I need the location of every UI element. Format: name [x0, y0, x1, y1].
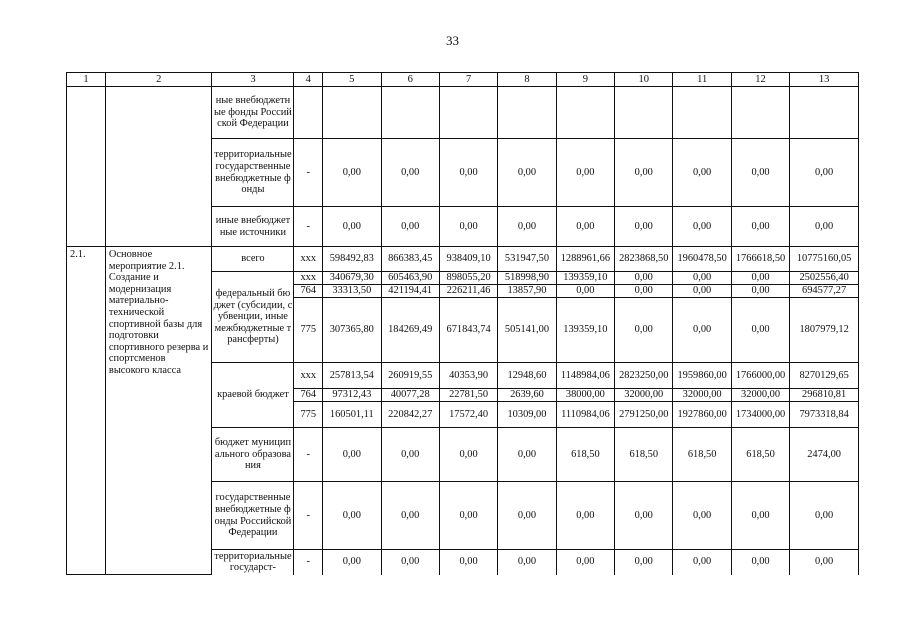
- column-header: 7: [439, 73, 497, 87]
- value-cell: 0,00: [498, 550, 556, 575]
- value-cell: 0,00: [556, 482, 614, 550]
- value-cell: 0,00: [439, 482, 497, 550]
- value-cell: 0,00: [439, 207, 497, 247]
- row-label: государственные внебюджетные фонды Российской Федерации: [212, 482, 294, 550]
- column-header: 10: [615, 73, 673, 87]
- value-cell: 340679,30: [323, 272, 381, 285]
- value-cell: 598492,83: [323, 247, 381, 272]
- value-cell: 0,00: [615, 482, 673, 550]
- value-cell: 0,00: [673, 298, 731, 363]
- value-cell: 0,00: [790, 207, 859, 247]
- value-cell: 0,00: [556, 285, 614, 298]
- value-cell: 0,00: [673, 285, 731, 298]
- empty-cell: [105, 87, 212, 247]
- row-label: бюджет муниципального образования: [212, 428, 294, 482]
- column-header: 5: [323, 73, 381, 87]
- value-cell: 0,00: [731, 285, 789, 298]
- value-cell: 10775160,05: [790, 247, 859, 272]
- value-cell: 0,00: [790, 482, 859, 550]
- column-header: 8: [498, 73, 556, 87]
- value-cell: 0,00: [439, 139, 497, 207]
- value-cell: 0,00: [381, 207, 439, 247]
- value-cell: 0,00: [615, 139, 673, 207]
- value-cell: 531947,50: [498, 247, 556, 272]
- value-cell: 0,00: [731, 139, 789, 207]
- value-cell: -: [294, 482, 323, 550]
- empty-cell: [498, 87, 556, 139]
- value-cell: 0,00: [731, 272, 789, 285]
- value-cell: 1734000,00: [731, 402, 789, 428]
- value-cell: 1960478,50: [673, 247, 731, 272]
- value-cell: 307365,80: [323, 298, 381, 363]
- value-cell: 2823250,00: [615, 363, 673, 389]
- page-number: 33: [446, 33, 459, 48]
- column-header: 9: [556, 73, 614, 87]
- value-cell: 1288961,66: [556, 247, 614, 272]
- column-header: 4: [294, 73, 323, 87]
- empty-cell: [294, 87, 323, 139]
- value-cell: 0,00: [381, 428, 439, 482]
- value-cell: -: [294, 207, 323, 247]
- value-cell: 33313,50: [323, 285, 381, 298]
- value-cell: 38000,00: [556, 389, 614, 402]
- value-cell: 605463,90: [381, 272, 439, 285]
- value-cell: 938409,10: [439, 247, 497, 272]
- value-cell: 2639,60: [498, 389, 556, 402]
- value-cell: 1927860,00: [673, 402, 731, 428]
- value-cell: 7973318,84: [790, 402, 859, 428]
- value-cell: 0,00: [498, 139, 556, 207]
- value-cell: 1766000,00: [731, 363, 789, 389]
- row-label: всего: [212, 247, 294, 272]
- value-cell: 0,00: [381, 482, 439, 550]
- value-cell: 694577,27: [790, 285, 859, 298]
- value-cell: 1766618,50: [731, 247, 789, 272]
- value-cell: 0,00: [556, 207, 614, 247]
- value-cell: 0,00: [323, 550, 381, 575]
- value-cell: 866383,45: [381, 247, 439, 272]
- value-cell: 0,00: [381, 550, 439, 575]
- value-cell: 32000,00: [673, 389, 731, 402]
- value-cell: 0,00: [556, 139, 614, 207]
- value-cell: 0,00: [673, 482, 731, 550]
- value-cell: -: [294, 550, 323, 575]
- empty-cell: [67, 87, 106, 247]
- value-cell: 0,00: [615, 550, 673, 575]
- value-cell: -: [294, 139, 323, 207]
- table-row: [67, 73, 859, 87]
- value-cell: 518998,90: [498, 272, 556, 285]
- value-cell: 0,00: [615, 285, 673, 298]
- empty-cell: [556, 87, 614, 139]
- value-cell: 2823868,50: [615, 247, 673, 272]
- value-cell: 10309,00: [498, 402, 556, 428]
- value-cell: 8270129,65: [790, 363, 859, 389]
- value-cell: 0,00: [731, 550, 789, 575]
- column-header: 3: [212, 73, 294, 87]
- value-cell: 12948,60: [498, 363, 556, 389]
- value-cell: 0,00: [439, 428, 497, 482]
- value-cell: 0,00: [731, 207, 789, 247]
- value-cell: -: [294, 428, 323, 482]
- value-cell: 40353,90: [439, 363, 497, 389]
- value-cell: xxx: [294, 363, 323, 389]
- value-cell: 421194,41: [381, 285, 439, 298]
- value-cell: 764: [294, 285, 323, 298]
- value-cell: 22781,50: [439, 389, 497, 402]
- value-cell: 160501,11: [323, 402, 381, 428]
- value-cell: 0,00: [615, 272, 673, 285]
- table-row: [67, 87, 859, 139]
- value-cell: xxx: [294, 247, 323, 272]
- column-header: 2: [105, 73, 212, 87]
- value-cell: 0,00: [556, 550, 614, 575]
- value-cell: 618,50: [731, 428, 789, 482]
- empty-cell: [673, 87, 731, 139]
- value-cell: 775: [294, 298, 323, 363]
- value-cell: 32000,00: [731, 389, 789, 402]
- value-cell: 0,00: [323, 139, 381, 207]
- value-cell: 2502556,40: [790, 272, 859, 285]
- value-cell: 0,00: [790, 139, 859, 207]
- value-cell: 0,00: [673, 207, 731, 247]
- row-label: территориальные государст-: [212, 550, 294, 575]
- value-cell: 97312,43: [323, 389, 381, 402]
- empty-cell: [615, 87, 673, 139]
- section-name: Основное мероприятие 2.1. Создание и модернизация материально-технической спортивной базы для подготовки спортивного резерва и спортсменов высокого класса: [105, 247, 212, 575]
- value-cell: 0,00: [498, 207, 556, 247]
- column-header: 11: [673, 73, 731, 87]
- value-cell: 260919,55: [381, 363, 439, 389]
- value-cell: 226211,46: [439, 285, 497, 298]
- value-cell: 17572,40: [439, 402, 497, 428]
- row-label: иные внебюджетные источники: [212, 207, 294, 247]
- empty-cell: [790, 87, 859, 139]
- column-header: 12: [731, 73, 789, 87]
- value-cell: 220842,27: [381, 402, 439, 428]
- table-row: [67, 247, 859, 272]
- value-cell: 0,00: [673, 139, 731, 207]
- value-cell: 0,00: [673, 550, 731, 575]
- value-cell: 1959860,00: [673, 363, 731, 389]
- value-cell: 618,50: [615, 428, 673, 482]
- value-cell: 257813,54: [323, 363, 381, 389]
- value-cell: 0,00: [498, 428, 556, 482]
- empty-cell: [439, 87, 497, 139]
- value-cell: 139359,10: [556, 298, 614, 363]
- row-label: краевой бюджет: [212, 363, 294, 428]
- value-cell: 2791250,00: [615, 402, 673, 428]
- value-cell: 13857,90: [498, 285, 556, 298]
- row-label: территориальные государственные внебюджетные фонды: [212, 139, 294, 207]
- value-cell: 0,00: [323, 482, 381, 550]
- value-cell: 618,50: [556, 428, 614, 482]
- value-cell: 1807979,12: [790, 298, 859, 363]
- value-cell: 505141,00: [498, 298, 556, 363]
- budget-table: [66, 72, 859, 575]
- value-cell: 0,00: [381, 139, 439, 207]
- value-cell: 296810,81: [790, 389, 859, 402]
- value-cell: 139359,10: [556, 272, 614, 285]
- value-cell: 618,50: [673, 428, 731, 482]
- value-cell: 775: [294, 402, 323, 428]
- column-header: 1: [67, 73, 106, 87]
- row-label: ные внебюджетные фонды Российской Федерации: [212, 87, 294, 139]
- column-header: 6: [381, 73, 439, 87]
- value-cell: 1110984,06: [556, 402, 614, 428]
- value-cell: 0,00: [615, 207, 673, 247]
- value-cell: xxx: [294, 272, 323, 285]
- value-cell: 0,00: [439, 550, 497, 575]
- value-cell: 0,00: [615, 298, 673, 363]
- value-cell: 1148984,06: [556, 363, 614, 389]
- value-cell: 898055,20: [439, 272, 497, 285]
- empty-cell: [381, 87, 439, 139]
- section-code: 2.1.: [67, 247, 106, 575]
- value-cell: 2474,00: [790, 428, 859, 482]
- value-cell: 0,00: [323, 428, 381, 482]
- empty-cell: [323, 87, 381, 139]
- value-cell: 0,00: [323, 207, 381, 247]
- row-label: федеральный бюджет (субсидии, субвенции, иные межбюджетные трансферты): [212, 272, 294, 363]
- value-cell: 40077,28: [381, 389, 439, 402]
- value-cell: 0,00: [731, 482, 789, 550]
- value-cell: 0,00: [731, 298, 789, 363]
- value-cell: 184269,49: [381, 298, 439, 363]
- value-cell: 32000,00: [615, 389, 673, 402]
- value-cell: 0,00: [673, 272, 731, 285]
- value-cell: 0,00: [790, 550, 859, 575]
- value-cell: 671843,74: [439, 298, 497, 363]
- empty-cell: [731, 87, 789, 139]
- value-cell: 764: [294, 389, 323, 402]
- value-cell: 0,00: [498, 482, 556, 550]
- column-header: 13: [790, 73, 859, 87]
